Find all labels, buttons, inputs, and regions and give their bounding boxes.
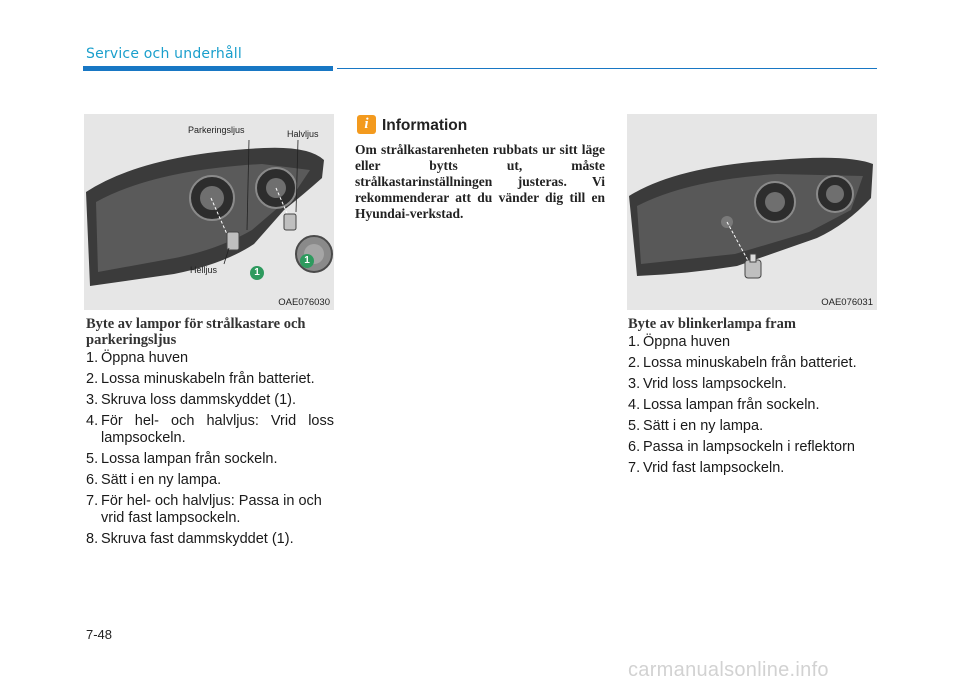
callout-1b-icon: 1 <box>300 254 314 268</box>
figure-code-left: OAE076030 <box>278 297 330 308</box>
list-item: 1. Öppna huven <box>86 350 189 366</box>
steps-list-left <box>86 350 334 552</box>
list-item: 6. Passa in lampsockeln i reflektorn <box>628 439 855 455</box>
heading-blinkerlampa: Byte av blinkerlampa fram <box>628 316 796 332</box>
info-title: Information <box>382 117 468 134</box>
callout-1-icon: 1 <box>250 266 264 280</box>
list-item: 7. Vrid fast lampsockeln. <box>628 460 785 476</box>
list-item: 4. Lossa lampan från sockeln. <box>628 397 820 413</box>
list-item: 3. Vrid loss lampsockeln. <box>628 376 787 392</box>
list-item: 1. Öppna huven <box>628 334 731 350</box>
label-helljus: Helljus <box>190 265 218 275</box>
steps-list-right <box>628 334 878 481</box>
header-rule-thin <box>337 68 877 69</box>
headlamp-illustration-right <box>627 114 877 310</box>
heading-strålkastare: Byte av lampor för strålkastare och parkeringsljus <box>86 316 306 348</box>
label-parkeringsljus: Parkeringsljus <box>188 125 245 135</box>
list-item: 4. För hel- och halvljus: Vrid loss lampsockeln. <box>86 413 334 446</box>
header-rule-thick <box>83 66 333 71</box>
label-halvljus: Halvljus <box>287 129 319 139</box>
section-title: Service och underhåll <box>86 46 242 62</box>
info-icon: i <box>357 115 376 134</box>
watermark: carmanualsonline.info <box>628 659 829 681</box>
headlamp-figure-left <box>84 114 334 310</box>
headlamp-figure-right <box>627 114 877 310</box>
list-item: 8. Skruva fast dammskyddet (1). <box>86 531 294 547</box>
list-item: 2. Lossa minuskabeln från batteriet. <box>86 371 315 387</box>
info-body: Om strålkastarenheten rubbats ur sitt läge eller bytts ut, måste strålkastarinställningen justeras. Vi rekommenderar att du vänder dig till en Hyundai-verkstad. <box>355 142 605 221</box>
list-item: 6. Sätt i en ny lampa. <box>86 472 222 488</box>
page-number: 7-48 <box>86 627 113 642</box>
list-item: 2. Lossa minuskabeln från batteriet. <box>628 355 857 371</box>
list-item: 5. Sätt i en ny lampa. <box>628 418 764 434</box>
list-item: 5. Lossa lampan från sockeln. <box>86 451 278 467</box>
list-item: 7. För hel- och halvljus: Passa in och vrid fast lampsockeln. <box>86 493 322 526</box>
list-item: 3. Skruva loss dammskyddet (1). <box>86 392 297 408</box>
headlamp-illustration-left <box>84 114 334 310</box>
figure-code-right: OAE076031 <box>821 297 873 308</box>
